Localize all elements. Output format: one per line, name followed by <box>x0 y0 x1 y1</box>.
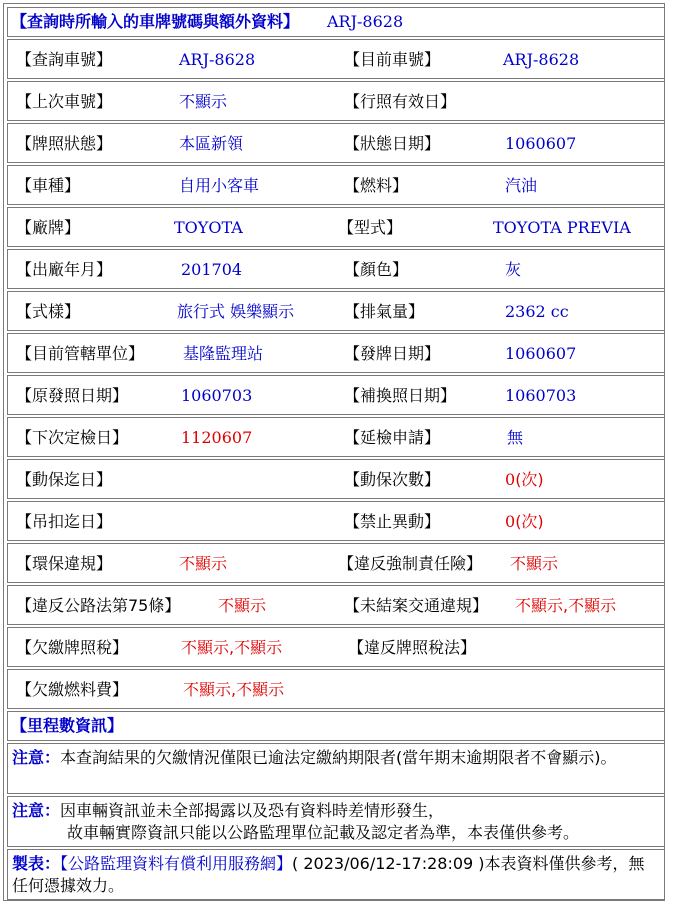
status-date-label: 【狀態日期】 <box>344 134 441 153</box>
info-row-12 <box>7 501 665 541</box>
info-row-11 <box>7 459 665 499</box>
inspection-extension-value: 無 <box>507 428 524 447</box>
displacement-value: 2362 cc <box>505 302 569 321</box>
plate-status-label: 【牌照狀態】 <box>16 134 113 153</box>
info-row-14 <box>7 585 665 625</box>
made-by-time: ( 2023/06/12-17:28:09 ) <box>292 854 485 873</box>
original-license-date-label: 【原發照日期】 <box>16 386 129 405</box>
suspension-until-label: 【吊扣迄日】 <box>16 512 113 531</box>
transfer-ban-unit: (次) <box>515 512 544 531</box>
note-2-line-1: 因車輛資訊並未全部揭露以及恐有資料時差情形發生， <box>60 801 445 820</box>
title-row <box>7 7 665 37</box>
previous-plate-value: 不顯示 <box>179 92 228 111</box>
query-plate-value: ARJ-8628 <box>179 50 256 69</box>
info-row-3 <box>7 123 665 163</box>
note-2-line-2: 故車輛實際資訊只能以公路監理單位記載及認定者為準，本表僅供參考。 <box>67 823 580 842</box>
info-row-8 <box>7 333 665 373</box>
jurisdiction-value: 基隆監理站 <box>183 344 264 363</box>
made-by-row <box>7 849 665 900</box>
brand-value: TOYOTA <box>174 218 243 237</box>
info-row-2 <box>7 81 665 121</box>
note-1-keyword: 注意： <box>12 748 61 767</box>
made-by-source: 【公路監理資料有償利用服務網】 <box>60 854 293 873</box>
brand-label: 【廠牌】 <box>16 218 81 237</box>
note-1 <box>12 747 660 769</box>
vehicle-type-value: 自用小客車 <box>179 176 260 195</box>
mileage-heading: 【里程數資訊】 <box>11 716 124 735</box>
color-label: 【顏色】 <box>344 260 409 279</box>
highway-law-75-value: 不顯示 <box>218 596 267 615</box>
next-inspection-label: 【下次定檢日】 <box>16 428 129 447</box>
info-row-9 <box>7 375 665 415</box>
info-row-15 <box>7 627 665 667</box>
model-label: 【型式】 <box>338 218 403 237</box>
info-row-5 <box>7 207 665 247</box>
unpaid-fuel-fee-label: 【欠繳燃料費】 <box>16 680 129 699</box>
info-row-16 <box>7 669 665 709</box>
unpaid-fuel-fee-value: 不顯示,不顯示 <box>183 680 285 699</box>
inspection-extension-label: 【延檢申請】 <box>344 428 441 447</box>
reissue-license-date-value: 1060703 <box>505 386 577 405</box>
insurance-violation-label: 【違反強制責任險】 <box>338 554 483 573</box>
unpaid-license-tax-value: 不顯示,不顯示 <box>181 638 283 657</box>
next-inspection-value: 1120607 <box>181 428 253 447</box>
manufacture-month-label: 【出廠年月】 <box>16 260 113 279</box>
mortgage-count-number: 0 <box>505 470 516 489</box>
info-row-4 <box>7 165 665 205</box>
transfer-ban-number: 0 <box>505 512 516 531</box>
env-violation-value: 不顯示 <box>179 554 228 573</box>
note-1-text: 本查詢結果的欠繳情況僅限已逾法定繳納期限者(當年期末逾期限者不會顯示)。 <box>60 748 617 767</box>
vehicle-type-label: 【車種】 <box>16 176 81 195</box>
mortgage-until-label: 【動保迄日】 <box>16 470 113 489</box>
issue-date-label: 【發牌日期】 <box>344 344 441 363</box>
color-value: 灰 <box>505 260 522 279</box>
previous-plate-label: 【上次車號】 <box>16 92 113 111</box>
made-by-note <box>12 853 660 897</box>
original-license-date-value: 1060703 <box>181 386 253 405</box>
info-row-1 <box>7 39 665 79</box>
highway-law-75-label: 【違反公路法第75條】 <box>16 596 181 615</box>
made-by-tail: 本表資料僅供參考，無任何憑據效力。 <box>12 854 645 895</box>
fuel-value: 汽油 <box>505 176 538 195</box>
unpaid-license-tax-label: 【欠繳牌照稅】 <box>16 638 129 657</box>
displacement-label: 【排氣量】 <box>344 302 425 321</box>
mortgage-count-unit: (次) <box>515 470 544 489</box>
info-row-6 <box>7 249 665 289</box>
fuel-label: 【燃料】 <box>344 176 409 195</box>
note-2-row <box>7 796 665 847</box>
style-label: 【式樣】 <box>16 302 81 321</box>
unsettled-traffic-label: 【未結案交通違規】 <box>344 596 489 615</box>
license-tax-law-label: 【違反牌照稅法】 <box>348 638 477 657</box>
transfer-ban-value <box>505 513 544 531</box>
note-1-row <box>7 743 665 794</box>
info-row-7 <box>7 291 665 331</box>
model-value: TOYOTA PREVIA <box>493 218 631 237</box>
insurance-violation-value: 不顯示 <box>510 554 559 573</box>
transfer-ban-label: 【禁止異動】 <box>344 512 441 531</box>
made-by-keyword: 製表： <box>12 854 61 873</box>
license-expiry-label: 【行照有效日】 <box>344 92 457 111</box>
unsettled-traffic-value: 不顯示,不顯示 <box>515 596 617 615</box>
mortgage-count-value <box>505 471 544 489</box>
reissue-license-date-label: 【補換照日期】 <box>344 386 457 405</box>
info-row-10 <box>7 417 665 457</box>
note-2 <box>12 800 660 844</box>
style-value: 旅行式 娛樂顯示 <box>177 302 295 321</box>
query-plate-label: 【查詢車號】 <box>16 50 113 69</box>
info-row-13 <box>7 543 665 583</box>
env-violation-label: 【環保違規】 <box>16 554 113 573</box>
current-plate-value: ARJ-8628 <box>503 50 580 69</box>
status-date-value: 1060607 <box>505 134 577 153</box>
mortgage-count-label: 【動保次數】 <box>344 470 441 489</box>
current-plate-label: 【目前車號】 <box>344 50 441 69</box>
jurisdiction-label: 【目前管轄單位】 <box>16 344 145 363</box>
mileage-row <box>7 711 665 741</box>
note-2-keyword: 注意： <box>12 801 61 820</box>
title-value: ARJ-8628 <box>327 12 404 31</box>
title-label: 【查詢時所輸入的車牌號碼與額外資料】 <box>11 12 300 31</box>
issue-date-value: 1060607 <box>505 344 577 363</box>
plate-status-value: 本區新領 <box>179 134 244 153</box>
manufacture-month-value: 201704 <box>181 260 243 279</box>
